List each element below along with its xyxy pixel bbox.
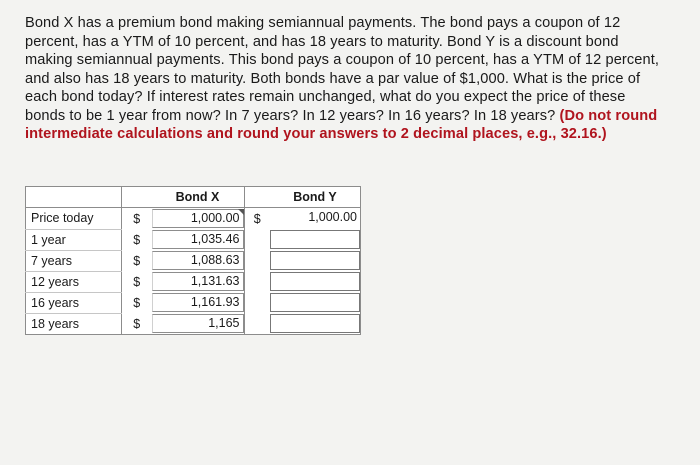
row-label: 18 years xyxy=(26,313,122,335)
table-row xyxy=(26,208,361,230)
bond-x-12-years-input[interactable]: 1,131.63 xyxy=(152,272,244,291)
table-row xyxy=(26,292,361,313)
table-row xyxy=(26,313,361,335)
bond-x-price-today-input[interactable]: 1,000.00 xyxy=(152,209,244,228)
table-row xyxy=(26,229,361,250)
currency-symbol: $ xyxy=(133,274,141,289)
table-row xyxy=(26,250,361,271)
bond-y-1-year-input[interactable] xyxy=(270,230,360,249)
row-label: 7 years xyxy=(26,250,122,271)
question-body: Bond X has a premium bond making semiannual payments. The bond pays a coupon of 12 percent, has a YTM of 10 percent, and has 18 years to maturity. Bond Y is a discount bond making semiannual payments. This bond pays a coupon of 10 percent, has a YTM of 12 percent, and also has 18 years to maturity. Both bonds have a par value of $1,000. What is the price of each bond today? If interest rates remain unchanged, what do you expect the price of these bonds to be 1 year from now? In 7 years? In 12 years? In 16 years? In 18 years? xyxy=(25,15,660,124)
answer-table xyxy=(25,186,361,335)
row-label: 1 year xyxy=(26,229,122,250)
currency-symbol: $ xyxy=(133,211,141,226)
row-label: 12 years xyxy=(26,271,122,292)
bond-y-18-years-input[interactable] xyxy=(270,314,360,333)
bond-x-16-years-input[interactable]: 1,161.93 xyxy=(152,293,244,312)
currency-symbol: $ xyxy=(133,253,141,268)
question-instruction: (Do not round intermediate calculations and round your answers to 2 decimal places, e.g., 32.16.) xyxy=(25,107,658,142)
currency-symbol: $ xyxy=(133,316,141,331)
row-label: Price today xyxy=(26,208,122,230)
currency-symbol: $ xyxy=(253,211,261,226)
currency-symbol: $ xyxy=(133,295,141,310)
bond-x-7-years-input[interactable]: 1,088.63 xyxy=(152,251,244,270)
empty-header-cell xyxy=(26,187,122,208)
table-row xyxy=(26,271,361,292)
bond-x-header: Bond X xyxy=(152,187,245,208)
question-text xyxy=(25,14,665,144)
bond-x-18-years-input[interactable]: 1,165 xyxy=(152,314,244,333)
bond-y-price-today-input[interactable]: 1,000.00 xyxy=(270,209,360,228)
bond-x-1-year-input[interactable]: 1,035.46 xyxy=(152,230,244,249)
bond-y-7-years-input[interactable] xyxy=(270,251,360,270)
bond-y-16-years-input[interactable] xyxy=(270,293,360,312)
bond-y-header: Bond Y xyxy=(270,187,361,208)
currency-symbol: $ xyxy=(133,232,141,247)
row-label: 16 years xyxy=(26,292,122,313)
bond-y-12-years-input[interactable] xyxy=(270,272,360,291)
